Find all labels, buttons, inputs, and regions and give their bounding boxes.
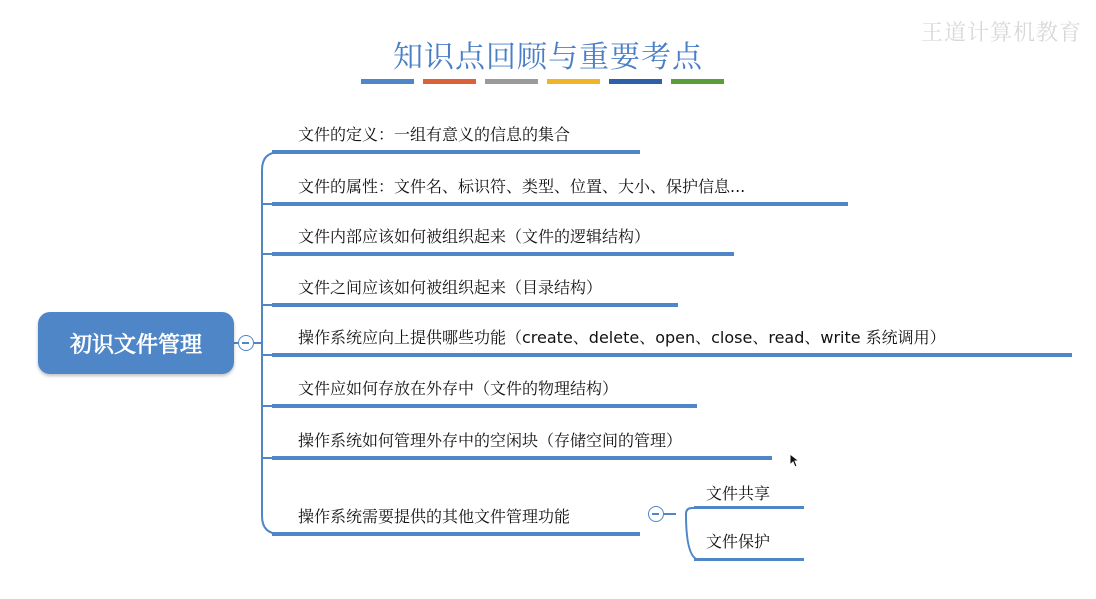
child-file-protection[interactable]: 文件保护 [706,532,771,551]
branch-underline [272,150,640,154]
branch-underline [272,202,848,206]
branch-underline [272,456,772,460]
slide-title: 知识点回顾与重要考点 [393,40,703,75]
branch-other-functions[interactable]: 操作系统需要提供的其他文件管理功能 [298,507,571,526]
root-node[interactable]: 初识文件管理 [38,312,234,374]
root-collapse-button[interactable] [238,335,254,351]
branch-underline [272,303,678,307]
branch-underline [272,532,640,536]
branch-file-attributes[interactable]: 文件的属性：文件名、标识符、类型、位置、大小、保护信息... [298,177,746,196]
branch-file-definition[interactable]: 文件的定义：一组有意义的信息的集合 [298,125,571,144]
branch-os-functions[interactable]: 操作系统应向上提供哪些功能（create、delete、open、close、read、write 系统调用） [298,328,946,347]
branch-underline [272,404,697,408]
child-file-sharing[interactable]: 文件共享 [706,484,771,503]
branch-underline [272,252,734,256]
other-functions-collapse-button[interactable] [648,506,664,522]
watermark: 王道计算机教育 [920,21,1082,46]
child-underline [694,558,804,561]
mouse-cursor-icon [789,453,801,469]
child-underline [694,506,804,509]
branch-underline [272,353,1072,357]
branch-physical-structure[interactable]: 文件应如何存放在外存中（文件的物理结构） [298,379,619,398]
branch-directory-structure[interactable]: 文件之间应该如何被组织起来（目录结构） [298,278,603,297]
branch-free-space-management[interactable]: 操作系统如何管理外存中的空闲块（存储空间的管理） [298,431,683,450]
branch-logical-structure[interactable]: 文件内部应该如何被组织起来（文件的逻辑结构） [298,227,651,246]
